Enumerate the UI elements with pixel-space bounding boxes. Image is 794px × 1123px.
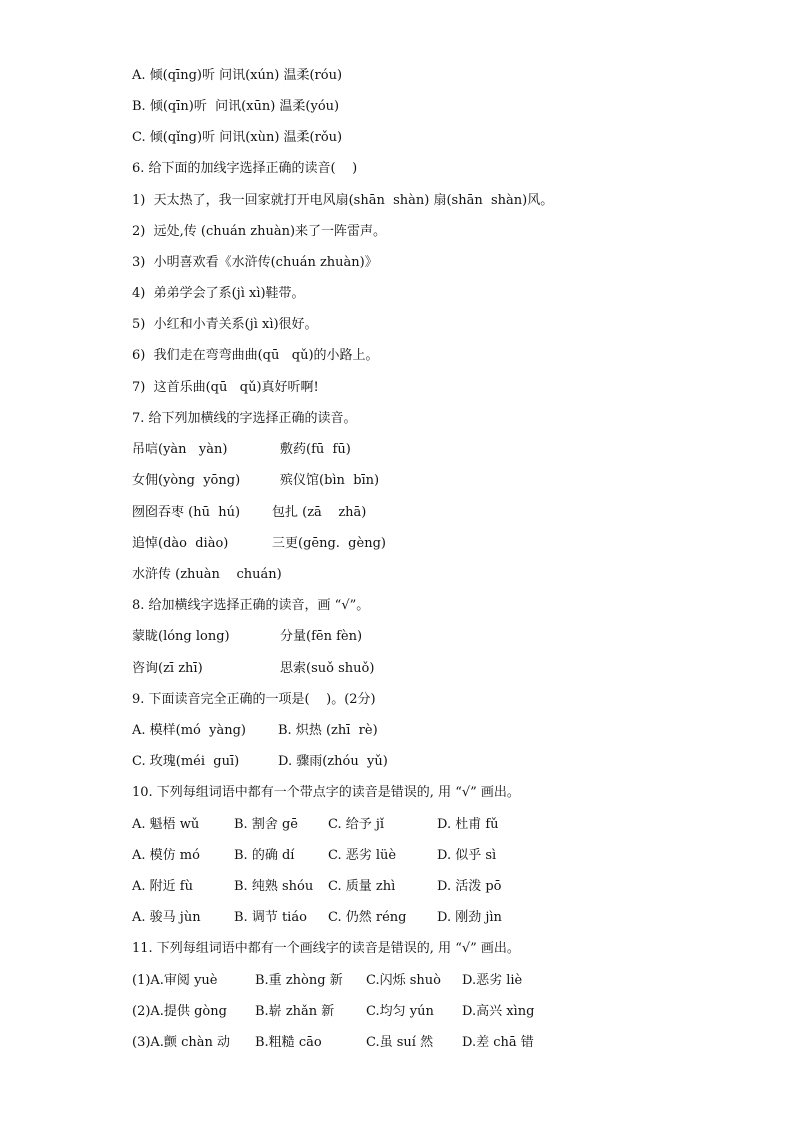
option-item: B.粗糙 cāo	[255, 1035, 322, 1050]
option-item: B. 炽热 (zhī rè)	[278, 723, 378, 738]
option-item: A. 骏马 jùn	[132, 910, 201, 925]
option-item: A. 附近 fù	[132, 879, 193, 894]
option-line: A. 倾(qīng)听 问讯(xún) 温柔(róu)	[132, 68, 343, 83]
word-item: 女佣(yòng yōng)	[132, 473, 241, 488]
option-item: D. 似乎 sì	[437, 848, 497, 863]
word-item: 三更(gēng. gèng)	[272, 536, 386, 551]
option-item: C. 恶劣 lüè	[328, 848, 397, 863]
word-item: 吊唁(yàn yàn)	[132, 442, 228, 457]
option-item: A. 模仿 mó	[132, 848, 200, 863]
option-item: C.闪烁 shuò	[366, 973, 441, 988]
option-item: B. 的确 dí	[234, 848, 295, 863]
option-item: D.恶劣 liè	[462, 973, 523, 988]
option-item: C. 玫瑰(méi guī)	[132, 754, 240, 769]
sentence-line: 6) 我们走在弯弯曲曲(qū qǔ)的小路上。	[132, 348, 379, 363]
word-item: 包扎 (zā zhā)	[272, 505, 367, 520]
option-item: B. 割舍 gē	[234, 817, 298, 832]
sentence-line: 5) 小红和小青关系(jì xì)很好。	[132, 317, 318, 332]
word-item: 敷药(fū fū)	[280, 442, 351, 457]
option-item: D. 骤雨(zhóu yǔ)	[278, 754, 388, 769]
option-item: D.高兴 xìng	[462, 1004, 535, 1019]
sentence-line: 7) 这首乐曲(qū qǔ)真好听啊!	[132, 380, 319, 395]
question-title: 8. 给加横线字选择正确的读音，画 “√”。	[132, 598, 370, 613]
option-line: C. 倾(qǐng)听 问讯(xùn) 温柔(rǒu)	[132, 130, 343, 145]
question-title: 9. 下面读音完全正确的一项是( )。(2分)	[132, 692, 376, 707]
question-title: 11. 下列每组词语中都有一个画线字的读音是错误的, 用 “√” 画出。	[132, 941, 520, 956]
word-item: 蒙眬(lóng long)	[132, 629, 230, 644]
option-item: B.重 zhòng 新	[255, 973, 343, 988]
word-item: 分量(fēn fèn)	[280, 629, 363, 644]
option-item: B. 纯熟 shóu	[234, 879, 314, 894]
option-item: C.均匀 yún	[366, 1004, 434, 1019]
option-item: (1)A.审阅 yuè	[132, 973, 218, 988]
word-item: 思索(suǒ shuǒ)	[280, 661, 375, 676]
option-item: D. 活泼 pō	[437, 879, 502, 894]
sentence-line: 4) 弟弟学会了系(jì xì)鞋带。	[132, 286, 305, 301]
option-line: B. 倾(qīn)听 问讯(xūn) 温柔(yóu)	[132, 99, 340, 114]
option-item: (3)A.颤 chàn 动	[132, 1035, 230, 1050]
option-item: (2)A.提供 gòng	[132, 1004, 227, 1019]
option-item: C. 给予 jǐ	[328, 817, 385, 832]
sentence-line: 3) 小明喜欢看《水浒传(chuán zhuàn)》	[132, 255, 378, 270]
word-item: 追悼(dào diào)	[132, 536, 229, 551]
option-item: B. 调节 tiáo	[234, 910, 307, 925]
question-title: 6. 给下面的加线字选择正确的读音( )	[132, 161, 358, 176]
sentence-line: 2) 远处,传 (chuán zhuàn)来了一阵雷声。	[132, 224, 387, 239]
word-item: 咨询(zī zhī)	[132, 661, 203, 676]
question-title: 10. 下列每组词语中都有一个带点字的读音是错误的, 用 “√” 画出。	[132, 785, 520, 800]
word-item: 囫囵吞枣 (hū hú)	[132, 505, 241, 520]
option-item: C.虽 suí 然	[366, 1035, 434, 1050]
option-item: B.崭 zhǎn 新	[255, 1004, 335, 1019]
word-item: 殡仪馆(bìn bīn)	[280, 473, 380, 488]
option-item: C. 质量 zhì	[328, 879, 396, 894]
option-item: D. 杜甫 fǔ	[437, 817, 499, 832]
option-item: C. 仍然 réng	[328, 910, 407, 925]
sentence-line: 1) 天太热了，我一回家就打开电风扇(shān shàn) 扇(shān shàn)风。	[132, 193, 554, 208]
option-item: D.差 chā 错	[462, 1035, 534, 1050]
option-item: A. 模样(mó yàng)	[132, 723, 247, 738]
question-title: 7. 给下列加横线的字选择正确的读音。	[132, 411, 357, 426]
word-item: 水浒传 (zhuàn chuán)	[132, 567, 282, 582]
option-item: D. 刚劲 jìn	[437, 910, 502, 925]
option-item: A. 魁梧 wǔ	[132, 817, 200, 832]
